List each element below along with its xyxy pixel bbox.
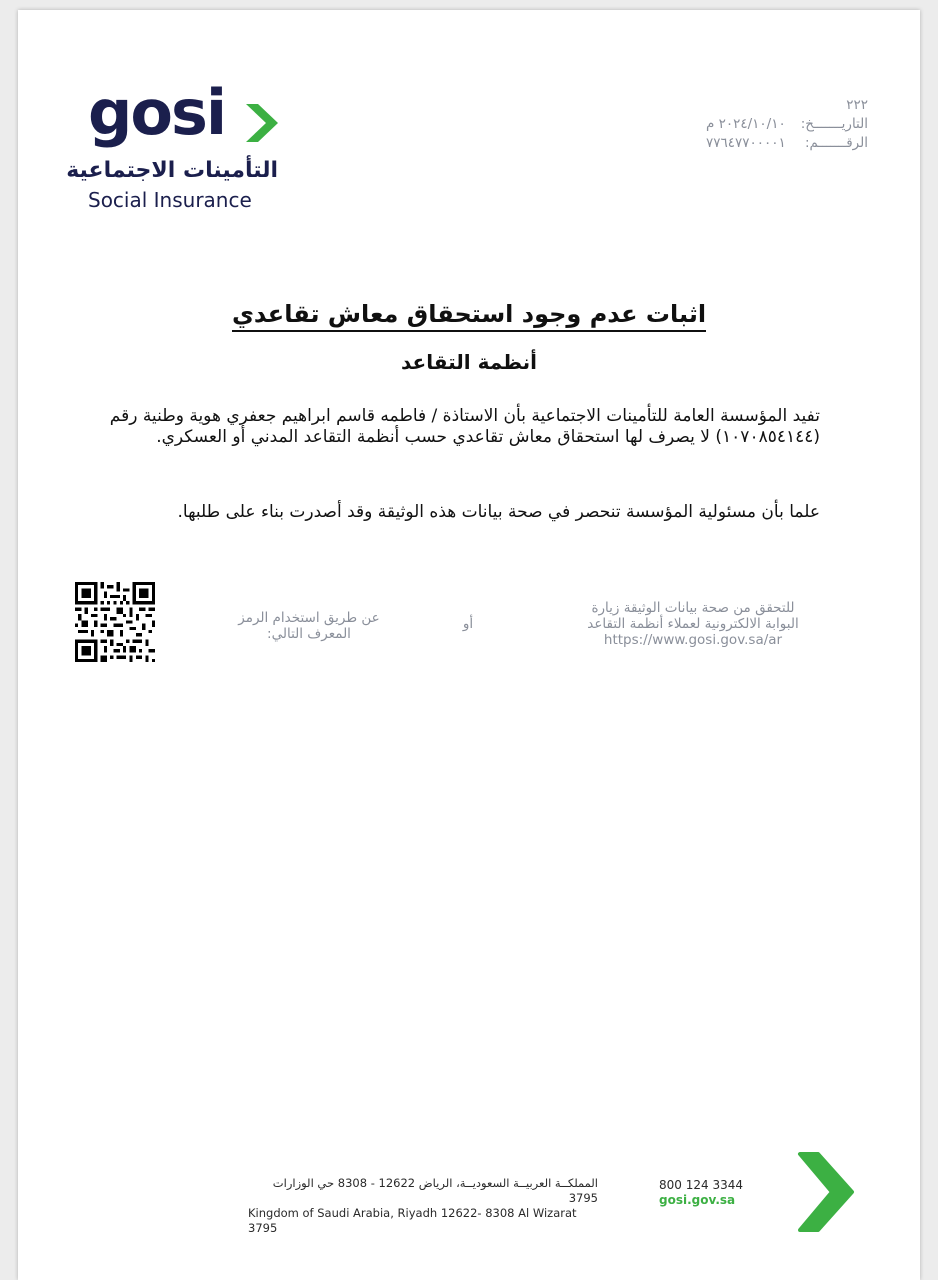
number-value: ٧٧٦٤٧٧٠٠٠٠١ [705, 135, 786, 151]
certificate-paragraph: تفيد المؤسسة العامة للتأمينات الاجتماعية بأن الاستاذة / فاطمه قاسم ابراهيم جعفري هوية وطنية رقم (١٠٧٠٨٥٤١٤٤) لا يصرف لها استحقاق معاش تقاعدي حسب أنظمة التقاعد المدني أو العسكري. [109, 406, 820, 447]
footer-website[interactable]: gosi.gov.sa [659, 1193, 736, 1207]
reference-code: ٢٢٢ [846, 97, 868, 113]
date-label: التاريـــــــخ: [800, 116, 868, 132]
footer-phone: 800 124 3344 [659, 1178, 743, 1192]
number-label: الرقـــــــم: [805, 135, 868, 151]
verify-line-1: للتحقق من صحة بيانات الوثيقة زيارة [591, 600, 795, 616]
document-subtitle: أنظمة التقاعد [401, 350, 537, 374]
document-meta [648, 96, 868, 153]
gosi-logo [66, 76, 288, 223]
footer-chevron-icon [796, 1150, 856, 1234]
logo-arabic-name: التأمينات الاجتماعية [66, 158, 278, 183]
document-page [18, 10, 920, 1280]
date-value: ٢٠٢٤/١٠/١٠ م [705, 116, 786, 132]
footer-address [248, 1176, 598, 1236]
qr-text-1: عن طريق استخدام الرمز [238, 610, 380, 626]
date-row [648, 115, 868, 134]
footer-address-english: Kingdom of Saudi Arabia, Riyadh 12622- 8308 Al Wizarat 3795 [248, 1206, 577, 1235]
verify-or: أو [462, 616, 474, 632]
document-title [18, 300, 920, 328]
verify-url[interactable]: https://www.gosi.gov.sa/ar [603, 632, 783, 648]
qr-text-2: المعرف التالي: [267, 626, 351, 642]
number-row [648, 134, 868, 153]
logo-english-name: Social Insurance [88, 188, 252, 212]
footer-address-arabic: المملكــة العربيــة السعوديــة، الرياض 12622 - 8308 حي الوزارات 3795 [272, 1176, 598, 1205]
logo-wordmark: gosi [88, 76, 226, 149]
qr-code-icon [75, 582, 155, 662]
verification-instructions [564, 600, 822, 648]
document-title-text: اثبات عدم وجود استحقاق معاش تقاعدي [232, 300, 706, 332]
verify-line-2: البوابة الالكترونية لعملاء أنظمة التقاعد [587, 616, 799, 632]
footer-contact [659, 1178, 743, 1208]
qr-instructions [224, 610, 394, 642]
logo-chevron-icon [244, 100, 280, 146]
liability-paragraph: علما بأن مسئولية المؤسسة تنحصر في صحة بيانات هذه الوثيقة وقد أصدرت بناء على طلبها. [177, 502, 820, 522]
